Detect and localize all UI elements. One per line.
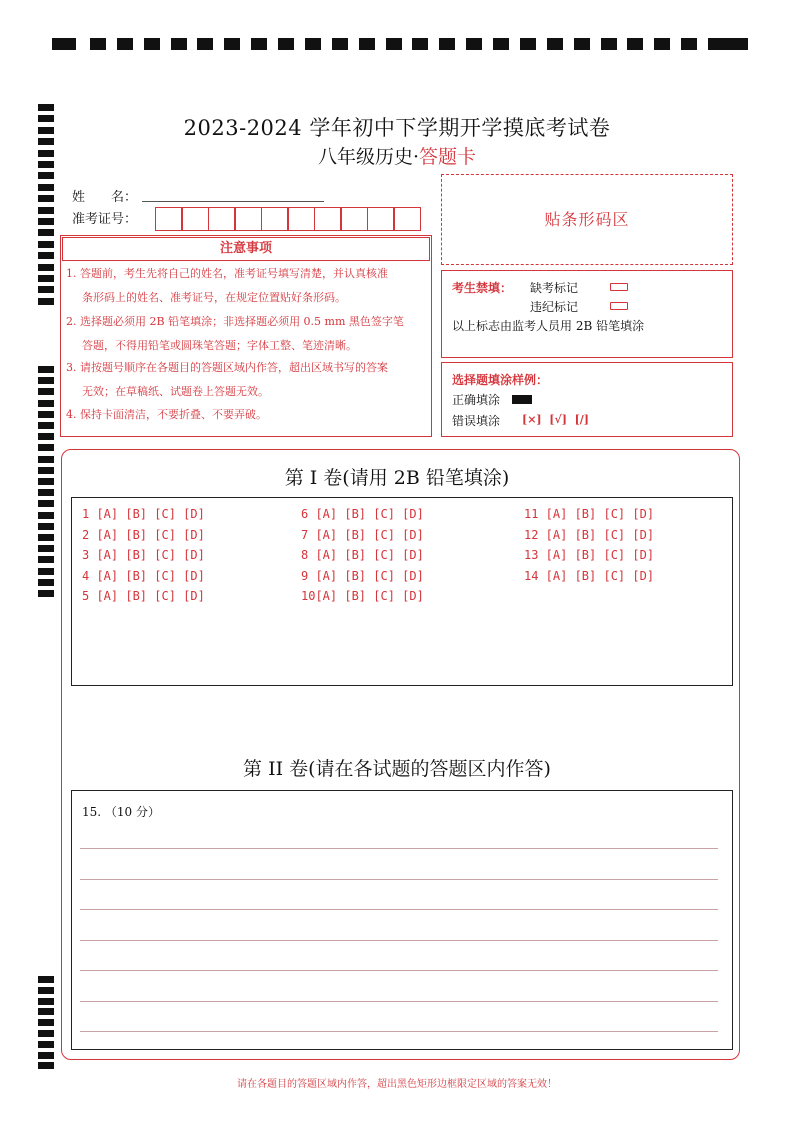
id-digit-box[interactable] xyxy=(314,207,341,231)
answer-line xyxy=(80,940,718,941)
q15-label: 15. （10 分） xyxy=(82,805,160,819)
violation-label: 违纪标记 xyxy=(530,300,579,314)
choice-question-row[interactable]: 6 [A] [B] [C] [D] xyxy=(301,507,424,521)
timing-mark xyxy=(38,579,54,586)
id-digit-box[interactable] xyxy=(341,207,368,231)
timing-mark xyxy=(38,976,54,983)
timing-mark xyxy=(38,998,54,1005)
timing-mark xyxy=(439,38,455,50)
name-label: 姓 名： xyxy=(72,190,138,205)
violation-mark-box[interactable] xyxy=(610,302,628,310)
choice-question-row[interactable]: 2 [A] [B] [C] [D] xyxy=(82,527,205,542)
timing-mark xyxy=(278,38,294,50)
timing-mark xyxy=(38,523,54,530)
timing-mark xyxy=(38,1052,54,1059)
id-digit-box[interactable] xyxy=(208,207,235,231)
timing-mark xyxy=(38,377,54,384)
choice-question-row[interactable]: 4 [A] [B] [C] [D] xyxy=(82,568,205,583)
timing-mark xyxy=(117,38,133,50)
timing-mark xyxy=(38,444,54,451)
answer-line xyxy=(80,848,718,849)
timing-mark xyxy=(38,590,54,597)
choice-question-row[interactable]: 1 [A] [B] [C] [D] xyxy=(82,507,205,521)
timing-mark xyxy=(144,38,160,50)
correct-fill-label: 正确填涂 xyxy=(452,393,501,407)
timing-mark xyxy=(359,38,375,50)
id-digit-box[interactable] xyxy=(261,207,288,231)
timing-mark xyxy=(38,1041,54,1048)
timing-mark xyxy=(38,1062,54,1069)
fill-sample-box xyxy=(441,362,733,437)
timing-mark xyxy=(38,388,54,395)
notice-item: 答题，不得用铅笔或圆珠笔答题；字体工整、笔迹清晰。 xyxy=(82,339,357,352)
timing-mark xyxy=(38,411,54,418)
timing-mark xyxy=(38,1008,54,1015)
timing-mark xyxy=(38,366,54,373)
choice-question-row[interactable]: 13 [A] [B] [C] [D] xyxy=(524,548,655,562)
timing-mark xyxy=(38,195,54,202)
timing-mark xyxy=(251,38,267,50)
timing-mark xyxy=(38,252,54,259)
timing-mark xyxy=(493,38,509,50)
correct-fill-mark xyxy=(512,395,532,404)
notice-item: 3. 请按题号顺序在各题目的答题区域内作答，超出区域书写的答案 xyxy=(66,361,388,374)
choice-question-row[interactable]: 11 [A] [B] [C] [D] xyxy=(524,507,655,521)
sample-title: 选择题填涂样例： xyxy=(452,373,549,387)
timing-mark xyxy=(466,38,482,50)
forbidden-note: 以上标志由监考人员用 2B 铅笔填涂 xyxy=(452,319,645,333)
barcode-area xyxy=(441,174,733,265)
part2-title: 第 II 卷(请在各试题的答题区内作答) xyxy=(243,758,551,780)
timing-mark xyxy=(38,568,54,575)
timing-mark xyxy=(171,38,187,50)
notice-item: 2. 选择题必须用 2B 铅笔填涂；非选择题必须用 0.5 mm 黑色签字笔 xyxy=(66,315,404,328)
timing-mark xyxy=(38,400,54,407)
id-digit-box[interactable] xyxy=(288,207,315,231)
timing-mark xyxy=(38,218,54,225)
timing-mark xyxy=(332,38,348,50)
timing-mark xyxy=(224,38,240,50)
subtitle-subject: 八年级历史· xyxy=(317,146,420,168)
timing-mark xyxy=(654,38,670,50)
page-title: 2023-2024 学年初中下学期开学摸底考试卷 xyxy=(183,116,611,140)
answer-line xyxy=(80,1001,718,1002)
timing-mark xyxy=(38,275,54,282)
timing-mark xyxy=(38,264,54,271)
id-digit-box[interactable] xyxy=(367,207,394,231)
timing-mark xyxy=(38,545,54,552)
subtitle-answer-sheet: 答题卡 xyxy=(419,146,477,168)
choice-question-row[interactable]: 8 [A] [B] [C] [D] xyxy=(301,548,424,562)
timing-mark xyxy=(38,104,54,111)
notice-item: 1. 答题前，考生先将自己的姓名，准考证号填写清楚，并认真核准 xyxy=(66,267,388,280)
timing-mark xyxy=(386,38,402,50)
absent-label: 缺考标记 xyxy=(530,281,579,295)
forbidden-box xyxy=(441,270,733,358)
timing-mark xyxy=(708,38,724,50)
choice-question-row[interactable]: 3 [A] [B] [C] [D] xyxy=(82,548,205,562)
timing-mark xyxy=(38,286,54,293)
notice-item: 4. 保持卡面清洁，不要折叠、不要弄破。 xyxy=(66,408,267,421)
choice-question-row[interactable]: 12 [A] [B] [C] [D] xyxy=(524,527,655,542)
timing-mark xyxy=(38,422,54,429)
timing-mark xyxy=(38,556,54,563)
choice-question-row[interactable]: 7 [A] [B] [C] [D] xyxy=(301,527,424,542)
wrong-fill-label: 错误填涂 xyxy=(452,414,501,428)
choice-question-row[interactable]: 5 [A] [B] [C] [D] xyxy=(82,589,205,603)
forbidden-label: 考生禁填： xyxy=(452,281,513,295)
timing-mark xyxy=(520,38,536,50)
timing-mark xyxy=(38,298,54,305)
absent-mark-box[interactable] xyxy=(610,283,628,291)
timing-mark xyxy=(38,229,54,236)
id-digit-box[interactable] xyxy=(182,207,209,231)
notice-item: 无效；在草稿纸、试题卷上答题无效。 xyxy=(82,385,269,398)
timing-mark xyxy=(681,38,697,50)
answer-line xyxy=(80,1031,718,1032)
timing-mark xyxy=(38,241,54,248)
choice-question-row[interactable]: 9 [A] [B] [C] [D] xyxy=(301,568,424,583)
id-digit-box[interactable] xyxy=(394,207,421,231)
timing-mark xyxy=(38,207,54,214)
answer-line xyxy=(80,879,718,880)
timing-mark xyxy=(38,184,54,191)
page-subtitle xyxy=(0,142,794,169)
timing-mark xyxy=(724,38,748,50)
timing-mark xyxy=(38,500,54,507)
timing-mark xyxy=(38,534,54,541)
top-timing-marks xyxy=(52,38,748,52)
timing-mark xyxy=(305,38,321,50)
timing-mark xyxy=(38,1030,54,1037)
timing-mark xyxy=(52,38,76,50)
id-digit-box[interactable] xyxy=(235,207,262,231)
footer-warning: 请在各题目的答题区域内作答，超出黑色矩形边框限定区域的答案无效！ xyxy=(237,1079,557,1090)
q15-answer-box[interactable] xyxy=(71,790,733,1050)
barcode-label: 贴条形码区 xyxy=(544,210,630,229)
timing-mark xyxy=(601,38,617,50)
timing-mark xyxy=(574,38,590,50)
timing-mark xyxy=(38,512,54,519)
choice-question-row[interactable]: 10[A] [B] [C] [D] xyxy=(301,589,424,603)
timing-mark xyxy=(38,489,54,496)
notice-title: 注意事项 xyxy=(62,237,430,261)
timing-mark xyxy=(38,987,54,994)
timing-mark xyxy=(547,38,563,50)
timing-mark xyxy=(90,38,106,50)
timing-mark xyxy=(38,456,54,463)
timing-mark xyxy=(412,38,428,50)
choice-question-row[interactable]: 14 [A] [B] [C] [D] xyxy=(524,568,655,583)
timing-mark xyxy=(627,38,643,50)
part1-title: 第 I 卷(请用 2B 铅笔填涂) xyxy=(284,467,510,489)
answer-line xyxy=(80,909,718,910)
wrong-fill-marks: [×] [√] [/] xyxy=(522,413,590,426)
timing-mark xyxy=(38,1019,54,1026)
timing-mark xyxy=(38,433,54,440)
answer-line xyxy=(80,970,718,971)
timing-mark xyxy=(197,38,213,50)
notice-item: 条形码上的姓名、准考证号，在规定位置贴好条形码。 xyxy=(82,291,346,304)
timing-mark xyxy=(38,172,54,179)
name-field[interactable] xyxy=(142,201,324,202)
id-label: 准考证号： xyxy=(72,212,138,227)
id-digit-box[interactable] xyxy=(155,207,182,231)
